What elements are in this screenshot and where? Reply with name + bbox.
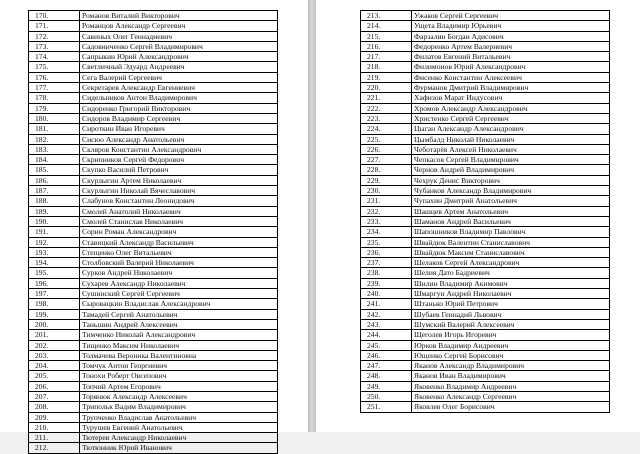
person-name: Чепкасов Сергей Владимирович [412,155,610,165]
table-row [361,165,610,175]
row-number: 217. [361,52,412,62]
row-number: 248. [361,371,412,381]
row-number: 195. [29,268,80,278]
person-name: Сидоров Владимир Сергеевич [80,113,278,123]
person-name: Трупченко Владислав Анатольевич [80,412,278,422]
table-row [361,62,610,72]
table-row [29,247,278,257]
row-number: 214. [361,21,412,31]
table-row [361,402,610,412]
table-row [361,371,610,381]
row-number: 229. [361,175,412,185]
person-name: Чеботарёв Алексей Николаевич [412,144,610,154]
row-number: 239. [361,278,412,288]
table-row [29,412,278,422]
person-name: Сурков Андрей Николаевич [80,268,278,278]
person-name: Сироткин Иван Игоревич [80,124,278,134]
row-number: 185. [29,165,80,175]
table-row [29,103,278,113]
table-row [361,278,610,288]
person-name: Сапрыкин Юрий Александрович [80,52,278,62]
row-number: 225. [361,134,412,144]
person-name: Филимонов Юрий Александрович [412,62,610,72]
table-row [361,206,610,216]
person-name: Шашцев Артем Анатольевич [412,206,610,216]
row-number: 198. [29,299,80,309]
person-name: Юрков Владимир Андреевич [412,340,610,350]
row-number: 227. [361,155,412,165]
person-name: Сидоренко Григорий Викторович [80,103,278,113]
person-name: Турушев Евгений Анатольевич [80,422,278,432]
row-number: 230. [361,186,412,196]
row-number: 215. [361,31,412,41]
person-name: Тютерев Александр Николаевич [80,433,278,443]
person-name: Шумский Валерий Алексеевич [412,319,610,329]
person-name: Яканов Александр Владимирович [412,361,610,371]
row-number: 221. [361,93,412,103]
name-list-table-left [28,10,278,454]
document-page-left [0,0,308,453]
row-number: 226. [361,144,412,154]
table-row [29,155,278,165]
table-row [361,155,610,165]
person-name: Швайдюк Валентин Станиславович [412,237,610,247]
table-row [29,11,278,21]
name-list-body-left [29,11,278,454]
table-row [361,11,610,21]
row-number: 208. [29,402,80,412]
page-gutter [308,0,316,432]
table-row [361,175,610,185]
table-row [361,247,610,257]
row-number: 216. [361,41,412,51]
person-name: Сорин Роман Александрович [80,227,278,237]
table-row [29,402,278,412]
person-name: Романов Виталий Викторович [80,11,278,21]
table-row [29,381,278,391]
person-name: Фурманов Дмитрий Владимирович [412,83,610,93]
name-list-table-right [360,10,610,413]
row-number: 228. [361,165,412,175]
person-name: Сисюо Александр Анатольевич [80,134,278,144]
row-number: 219. [361,72,412,82]
person-name: Скурлыгин Артем Николаевич [80,175,278,185]
row-number: 174. [29,52,80,62]
row-number: 231. [361,196,412,206]
row-number: 245. [361,340,412,350]
table-row [29,186,278,196]
row-number: 210. [29,422,80,432]
table-row [29,134,278,144]
table-row [361,391,610,401]
person-name: Романцов Александр Сергеевич [80,21,278,31]
person-name: Яканов Иван Владимирович [412,371,610,381]
table-row [29,319,278,329]
table-row [361,186,610,196]
row-number: 193. [29,247,80,257]
table-row [361,330,610,340]
table-row [361,144,610,154]
person-name: Яковлев Олег Борисович [412,402,610,412]
person-name: Толмачева Вероника Валентиновна [80,350,278,360]
person-name: Скупко Василий Петрович [80,165,278,175]
table-row [29,443,278,453]
row-number: 196. [29,278,80,288]
row-number: 181. [29,124,80,134]
row-number: 173. [29,41,80,51]
table-row [29,83,278,93]
table-row [29,72,278,82]
person-name: Чубанков Александр Владимирович [412,186,610,196]
row-number: 172. [29,31,80,41]
document-page-right [316,0,640,432]
row-number: 240. [361,289,412,299]
table-row [29,340,278,350]
table-row [29,350,278,360]
table-row [361,103,610,113]
table-row [361,340,610,350]
person-name: Чернов Андрей Владимирович [412,165,610,175]
row-number: 179. [29,103,80,113]
person-name: Таньшин Андрей Алексеевич [80,319,278,329]
table-row [361,237,610,247]
row-number: 241. [361,299,412,309]
person-name: Щеголев Игорь Игоревич [412,330,610,340]
row-number: 197. [29,289,80,299]
person-name: Секретарев Александр Евгениевич [80,83,278,93]
table-row [361,258,610,268]
person-name: Слабунов Константин Леонидович [80,196,278,206]
table-row [29,93,278,103]
row-number: 176. [29,72,80,82]
row-number: 247. [361,361,412,371]
row-number: 246. [361,350,412,360]
row-number: 187. [29,186,80,196]
table-row [29,299,278,309]
row-number: 175. [29,62,80,72]
row-number: 189. [29,206,80,216]
person-name: Фисенко Константин Алексеевич [412,72,610,82]
row-number: 184. [29,155,80,165]
row-number: 218. [361,62,412,72]
person-name: Шаманов Андрей Васильевич [412,216,610,226]
table-row [29,330,278,340]
person-name: Чехрук Денис Викторович [412,175,610,185]
person-name: Торянюк Александр Алексеевич [80,391,278,401]
row-number: 205. [29,371,80,381]
table-row [29,196,278,206]
table-row [29,278,278,288]
table-row [29,62,278,72]
person-name: Шелаков Сергей Александрович [412,258,610,268]
row-number: 180. [29,113,80,123]
table-row [29,52,278,62]
row-number: 211. [29,433,80,443]
table-row [29,309,278,319]
row-number: 237. [361,258,412,268]
person-name: Сидельников Антон Владимирович [80,93,278,103]
person-name: Скурлыгин Николай Вячеславович [80,186,278,196]
row-number: 183. [29,144,80,154]
person-name: Тонохи Роберт Овсепович [80,371,278,381]
row-number: 212. [29,443,80,453]
person-name: Хромов Александр Александрович [412,103,610,113]
table-row [29,422,278,432]
row-number: 233. [361,216,412,226]
table-row [361,350,610,360]
person-name: Сыровацкин Владислав Александрович [80,299,278,309]
row-number: 223. [361,113,412,123]
row-number: 192. [29,237,80,247]
table-row [361,21,610,31]
person-name: Тимченко Николай Александрович [80,330,278,340]
table-row [29,289,278,299]
row-number: 203. [29,350,80,360]
table-row [29,124,278,134]
table-row [29,237,278,247]
row-number: 177. [29,83,80,93]
table-row [361,216,610,226]
person-name: Стещенко Олег Витальевич [80,247,278,257]
person-name: Томчук Антон Георгиевич [80,361,278,371]
row-number: 238. [361,268,412,278]
person-name: Штанько Юрий Петрович [412,299,610,309]
person-name: Тютюнник Юрий Иванович [80,443,278,453]
table-row [29,113,278,123]
row-number: 202. [29,340,80,350]
row-number: 213. [361,11,412,21]
row-number: 243. [361,319,412,329]
person-name: Цыган Александр Александрович [412,124,610,134]
row-number: 207. [29,391,80,401]
table-row [361,41,610,51]
person-name: Скляров Константин Александрович [80,144,278,154]
person-name: Светличный Эдуард Андреевич [80,62,278,72]
row-number: 199. [29,309,80,319]
person-name: Филатов Евгений Витальевич [412,52,610,62]
person-name: Ущета Владимир Юрьевич [412,21,610,31]
person-name: Яковенко Александр Сергеевич [412,391,610,401]
person-name: Ющенко Сергей Борисович [412,350,610,360]
name-list-body-right [361,11,610,413]
table-row [361,52,610,62]
table-row [361,93,610,103]
row-number: 204. [29,361,80,371]
row-number: 232. [361,206,412,216]
person-name: Ставицкий Александр Васильевич [80,237,278,247]
person-name: Шилин Владимир Акимович [412,278,610,288]
table-row [29,391,278,401]
row-number: 234. [361,227,412,237]
person-name: Шапошников Владимир Павлович [412,227,610,237]
row-number: 194. [29,258,80,268]
person-name: Сухарев Александр Николаевич [80,278,278,288]
row-number: 236. [361,247,412,257]
row-number: 171. [29,21,80,31]
person-name: Сега Валерий Сергеевич [80,72,278,82]
row-number: 251. [361,402,412,412]
person-name: Фарзалин Богдан Адисович [412,31,610,41]
row-number: 200. [29,319,80,329]
person-name: Федоренко Артем Валериевич [412,41,610,51]
table-row [361,289,610,299]
table-row [361,134,610,144]
row-number: 178. [29,93,80,103]
table-row [29,371,278,381]
table-row [29,227,278,237]
row-number: 201. [29,330,80,340]
person-name: Яковенко Владимир Андреевич [412,381,610,391]
row-number: 244. [361,330,412,340]
table-row [29,361,278,371]
person-name: Швайдюк Максим Станиславович [412,247,610,257]
person-name: Шубаев Геннадий Львович [412,309,610,319]
person-name: Смолей Станислав Николаевич [80,216,278,226]
table-row [29,175,278,185]
person-name: Цымбалд Николай Николаевич [412,134,610,144]
table-row [29,433,278,443]
table-row [361,319,610,329]
table-row [29,165,278,175]
table-row [29,21,278,31]
person-name: Чупахин Дмитрий Анатольевич [412,196,610,206]
row-number: 222. [361,103,412,113]
table-row [29,258,278,268]
table-row [361,361,610,371]
person-name: Шелия Дато Бадриевич [412,268,610,278]
table-row [361,31,610,41]
person-name: Савиных Олег Геннадиевич [80,31,278,41]
table-row [29,216,278,226]
row-number: 220. [361,83,412,93]
person-name: Тищенко Максим Николаевич [80,340,278,350]
person-name: Садовниченко Сергей Владимирович [80,41,278,51]
table-row [361,309,610,319]
table-row [361,299,610,309]
person-name: Столбовский Валерий Николаевич [80,258,278,268]
row-number: 224. [361,124,412,134]
row-number: 209. [29,412,80,422]
person-name: Трипольк Вадим Владимирович [80,402,278,412]
table-row [361,72,610,82]
row-number: 170. [29,11,80,21]
person-name: Хафизов Марат Индусович [412,93,610,103]
table-row [361,268,610,278]
row-number: 186. [29,175,80,185]
table-row [29,41,278,51]
row-number: 188. [29,196,80,206]
table-row [361,227,610,237]
table-row [361,83,610,93]
table-row [29,206,278,216]
person-name: Тамадей Сергей Анатольевич [80,309,278,319]
row-number: 206. [29,381,80,391]
person-name: Смолей Анатолий Николаевич [80,206,278,216]
person-name: Топчий Артем Егорович [80,381,278,391]
table-row [361,381,610,391]
person-name: Христенко Сергей Сергеевич [412,113,610,123]
table-row [361,196,610,206]
row-number: 250. [361,391,412,401]
table-row [361,124,610,134]
row-number: 190. [29,216,80,226]
table-row [29,31,278,41]
person-name: Ужаков Сергей Сергеевич [412,11,610,21]
table-row [29,144,278,154]
table-row [29,268,278,278]
row-number: 249. [361,381,412,391]
person-name: Скрипников Сергей Федорович [80,155,278,165]
row-number: 191. [29,227,80,237]
person-name: Сушинский Сергей Сергеевич [80,289,278,299]
row-number: 242. [361,309,412,319]
row-number: 182. [29,134,80,144]
row-number: 235. [361,237,412,247]
person-name: Шмаргун Андрей Николаевич [412,289,610,299]
table-row [361,113,610,123]
